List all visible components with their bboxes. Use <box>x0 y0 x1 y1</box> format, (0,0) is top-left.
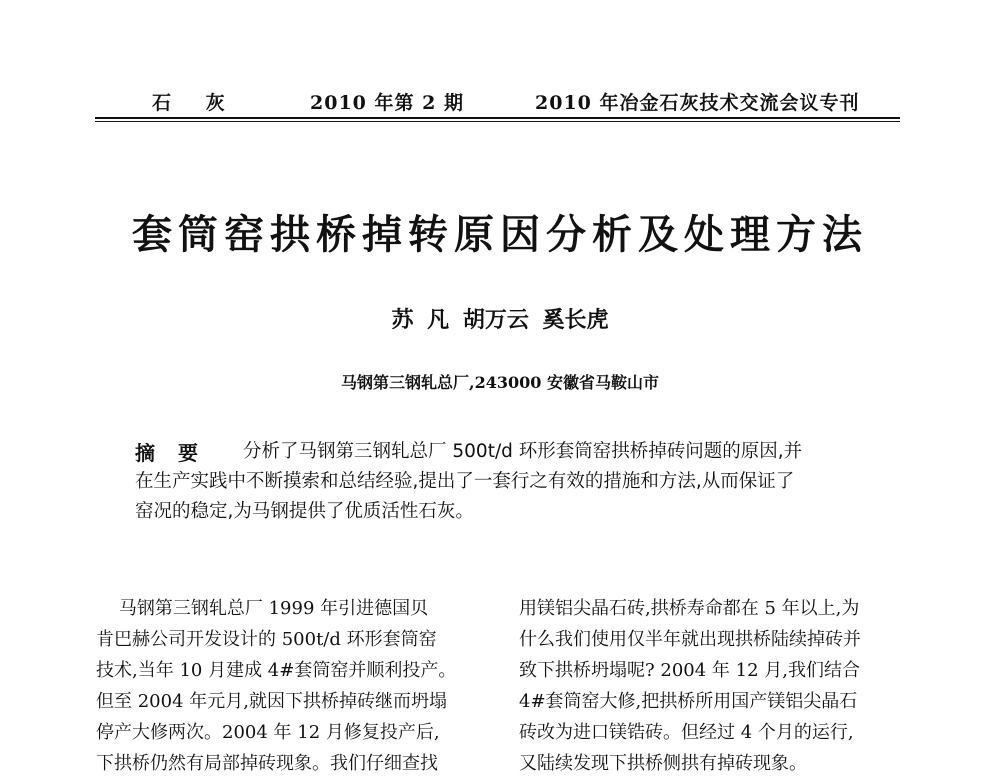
body-line: 又陆续发现下拱桥侧拱有掉砖现象。 <box>519 753 807 774</box>
body-line: 4#套筒窑大修,把拱桥所用国产镁铝尖晶石 <box>519 691 858 712</box>
body-line: 砖改为进口镁锆砖。但经过 4 个月的运行, <box>519 722 854 743</box>
abstract-line: 在生产实践中不断摸索和总结经验,提出了一套行之有效的措施和方法,从而保证了 <box>135 471 795 492</box>
body-line: 下拱桥仍然有局部掉砖现象。我们仔细查找 <box>96 753 438 774</box>
body-column-left <box>96 593 456 779</box>
abstract-label: 摘 要 <box>135 441 206 465</box>
paper-title: 套筒窑拱桥掉转原因分析及处理方法 <box>132 211 868 258</box>
special-issue-title: 2010 年冶金石灰技术交流会议专刊 <box>535 92 860 114</box>
body-line: 什么我们使用仅半年就出现拱桥陆续掉砖并 <box>519 629 861 650</box>
abstract-line: 分析了马钢第三钢轧总厂 500t/d 环形套筒窑拱桥掉砖问题的原因,并 <box>243 441 803 462</box>
body-line: 马钢第三钢轧总厂 1999 年引进德国贝 <box>96 598 429 619</box>
body-line: 致下拱桥坍塌呢? 2004 年 12 月,我们结合 <box>519 660 860 681</box>
authors: 苏 凡 胡万云 奚长虎 <box>391 307 609 333</box>
body-line: 停产大修两次。2004 年 12 月修复投产后, <box>96 722 440 743</box>
body-line: 技术,当年 10 月建成 4#套筒窑并顺利投产。 <box>96 660 457 681</box>
body-column-right <box>519 593 861 779</box>
affiliation: 马钢第三钢轧总厂,243000 安徽省马鞍山市 <box>341 373 659 392</box>
abstract-line: 窑况的稳定,为马钢提供了优质活性石灰。 <box>135 501 474 522</box>
body-line: 用镁铝尖晶石砖,拱桥寿命都在 5 年以上,为 <box>519 598 860 619</box>
issue-number: 2010 年第 2 期 <box>310 92 464 114</box>
header-rule-thick <box>95 117 900 119</box>
body-line: 但至 2004 年元月,就因下拱桥掉砖继而坍塌 <box>96 691 447 712</box>
header-rule-thin <box>95 121 900 122</box>
body-line: 肯巴赫公司开发设计的 500t/d 环形套筒窑 <box>96 629 437 650</box>
journal-name: 石 灰 <box>152 92 239 114</box>
